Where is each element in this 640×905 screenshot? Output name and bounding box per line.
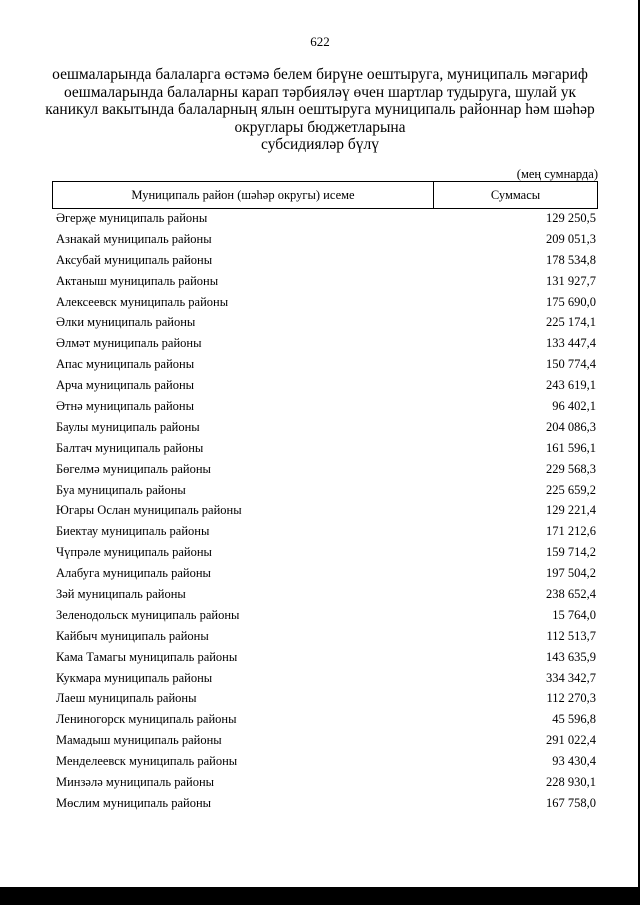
district-name: Әлмәт муниципаль районы [56,336,202,351]
amount-value: 112 513,7 [546,628,596,643]
table-row [56,292,596,313]
district-name: Бөгелмә муниципаль районы [56,461,211,476]
document-title [40,66,600,154]
unit-note: (мең сумнарда) [516,167,598,181]
district-name: Аксубай муниципаль районы [56,252,213,267]
table-row [56,605,596,626]
district-name: Арча муниципаль районы [56,378,195,393]
table-row [56,208,596,229]
district-name: Лениногорск муниципаль районы [56,712,237,727]
district-name: Әгерҗе муниципаль районы [56,211,208,225]
district-name: Чүпрәле муниципаль районы [56,545,212,560]
amount-value: 291 022,4 [546,733,596,748]
page-number: 622 [310,34,330,49]
table-row [56,521,596,542]
amount-value: 129 250,5 [546,211,596,225]
district-name: Апас муниципаль районы [56,357,195,372]
title-line: оешмаларында балаларга өстәмә белем бирүне оештыруга, муниципаль мәгариф [52,66,588,83]
table-row [56,542,596,563]
header-district-name: Муниципаль район (шәһәр округы) исеме [53,182,434,208]
header-amount: Суммасы [490,188,541,202]
amount-value: 159 714,2 [546,545,596,560]
amount-value: 133 447,4 [546,336,596,351]
table-row [56,417,596,438]
amount-value: 161 596,1 [546,440,596,455]
amount-value: 112 270,3 [546,691,596,706]
district-name: Зәй муниципаль районы [56,587,186,602]
district-name: Кама Тамагы муниципаль районы [56,649,238,664]
district-name: Баулы муниципаль районы [56,419,200,434]
district-name: Кукмара муниципаль районы [56,670,213,685]
amount-value: 204 086,3 [546,419,596,434]
amount-value: 15 764,0 [552,607,596,622]
amount-value: 229 568,3 [546,461,596,476]
district-name: Кайбыч муниципаль районы [56,628,209,643]
scan-edge-bottom [0,887,640,905]
table-row [56,354,596,375]
table-row [56,709,596,730]
district-name: Әлки муниципаль районы [56,315,196,330]
amount-value: 178 534,8 [546,252,596,267]
table-row [56,500,596,521]
table-row [56,333,596,354]
amount-value: 228 930,1 [546,775,596,790]
amount-value: 334 342,7 [546,670,596,685]
amount-value: 45 596,8 [552,712,596,727]
table-body [56,208,596,814]
district-name: Азнакай муниципаль районы [56,231,212,246]
title-line: субсидияләр бүлү [261,136,379,153]
district-name: Алексеевск муниципаль районы [56,294,229,309]
amount-value: 225 659,2 [546,482,596,497]
table-row [56,730,596,751]
amount-value: 175 690,0 [546,294,596,309]
amount-value: 197 504,2 [546,566,596,581]
table-row [56,312,596,333]
table-row [56,250,596,271]
amount-value: 150 774,4 [546,357,596,372]
district-name: Балтач муниципаль районы [56,440,204,455]
title-line: округлары бюджетларына [234,118,406,136]
district-name: Буа муниципаль районы [56,482,186,497]
district-name: Актаныш муниципаль районы [56,273,219,288]
district-name: Югары Ослан муниципаль районы [56,503,242,518]
title-line: оешмаларында балаларны карап тәрбияләү өчен шартлар тудыруга, шулай ук [63,83,577,101]
table-row [56,480,596,501]
table-row [56,229,596,250]
district-name: Мамадыш муниципаль районы [56,733,222,748]
table-row [56,668,596,689]
table-row [56,396,596,417]
table-row [56,271,596,292]
title-line: каникул вакытында балаларның ялын оештыруга муниципаль районнар һәм шәһәр [45,101,595,118]
table-row [56,772,596,793]
table-row [56,438,596,459]
table-row [56,584,596,605]
table-row [56,647,596,668]
district-name: Лаеш муниципаль районы [56,691,197,706]
table-row [56,626,596,647]
table-row [56,751,596,772]
table-row [56,563,596,584]
amount-value: 243 619,1 [546,378,596,393]
district-name: Менделеевск муниципаль районы [56,754,238,769]
table-row [56,375,596,396]
district-name: Мөслим муниципаль районы [56,795,212,810]
amount-value: 238 652,4 [546,587,596,602]
district-name: Әтнә муниципаль районы [56,399,195,414]
table-header [52,181,598,209]
district-name: Алабуга муниципаль районы [56,566,211,581]
amount-value: 96 402,1 [552,399,596,414]
district-name: Зеленодольск муниципаль районы [56,607,240,622]
district-name: Минзәлә муниципаль районы [56,775,215,790]
amount-value: 143 635,9 [546,649,596,664]
amount-value: 209 051,3 [546,231,596,246]
district-name: Биектау муниципаль районы [56,524,210,539]
amount-value: 167 758,0 [546,795,596,810]
amount-value: 225 174,1 [546,315,596,330]
amount-value: 171 212,6 [546,524,596,539]
table-row [56,688,596,709]
amount-value: 129 221,4 [546,503,596,518]
table-row [56,459,596,480]
amount-value: 93 430,4 [552,754,596,769]
amount-value: 131 927,7 [546,273,596,288]
table-row [56,793,596,814]
